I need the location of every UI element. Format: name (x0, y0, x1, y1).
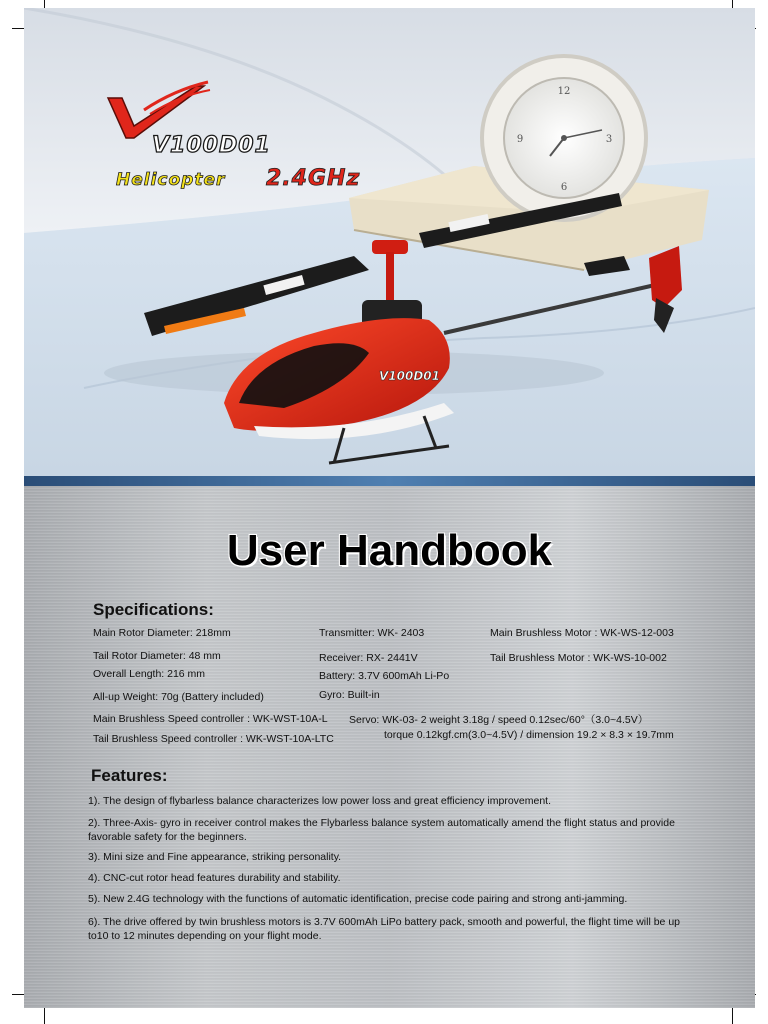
spec-item: Tail Rotor Diameter: 48 mm (93, 650, 221, 662)
feature-item: 2). Three-Axis- gyro in receiver control makes the Flybarless balance system automatically amend the flight status and provide favorable safety for the beginners. (88, 817, 675, 843)
spec-item: Main Brushless Speed controller : WK-WST-10A-L (93, 713, 328, 725)
spec-item: Transmitter: WK- 2403 (319, 627, 425, 639)
photo-illustration (24, 8, 755, 476)
spec-item: Gyro: Built-in (319, 689, 380, 701)
features-heading: Features: (91, 766, 168, 785)
product-photo (24, 8, 755, 476)
spec-item: Battery: 3.7V 600mAh Li-Po (319, 670, 450, 682)
rotor-head (372, 240, 408, 254)
clock-numeral: 6 (560, 182, 568, 193)
alarm-clock (482, 56, 646, 220)
spec-item: Main Rotor Diameter: 218mm (93, 627, 231, 639)
feature-item: 3). Mini size and Fine appearance, striking personality. (88, 851, 342, 863)
spec-item: Servo: WK-03- 2 weight 3.18g / speed 0.12sec/60°（3.0~4.5V） (349, 714, 649, 726)
page-title: User Handbook (226, 526, 553, 575)
handbook-panel (24, 486, 755, 1008)
feature-item: 6). The drive offered by twin brushless motors is 3.7V 600mAh LiPo battery pack, smooth and powerful, the flight time will be up to10 to 12 minutes depending on your flight mode. (88, 916, 680, 942)
spec-item: Receiver: RX- 2441V (319, 652, 418, 664)
spec-item: Tail Brushless Speed controller : WK-WST-10A-LTC (93, 733, 334, 745)
canopy-logo: V100D01 (379, 369, 440, 383)
brand-subtitle-word: Helicopter (116, 170, 226, 190)
clock-numeral: 3 (605, 134, 613, 145)
spec-item: All-up Weight: 70g (Battery included) (93, 691, 264, 703)
spec-item: Overall Length: 216 mm (93, 668, 206, 680)
spec-item: Tail Brushless Motor : WK-WS-10-002 (490, 652, 667, 664)
brand-model: V100D01 (152, 133, 271, 158)
specifications-heading: Specifications: (93, 600, 214, 619)
clock-numeral: 9 (516, 134, 524, 145)
spec-item: Main Brushless Motor : WK-WS-12-003 (490, 627, 674, 639)
brand-subtitle-frequency: 2.4GHz (266, 166, 361, 191)
feature-item: 4). CNC-cut rotor head features durability and stability. (88, 872, 341, 884)
section-divider (24, 476, 755, 486)
clock-numeral: 12 (557, 86, 571, 97)
feature-item: 1). The design of flybarless balance characterizes low power loss and great efficiency improvement. (88, 795, 552, 807)
spec-item: torque 0.12kgf.cm(3.0~4.5V) / dimension 19.2 × 8.3 × 19.7mm (384, 729, 674, 741)
feature-item: 5). New 2.4G technology with the functions of automatic identification, precise code pairing and strong anti-jamming. (88, 893, 628, 905)
